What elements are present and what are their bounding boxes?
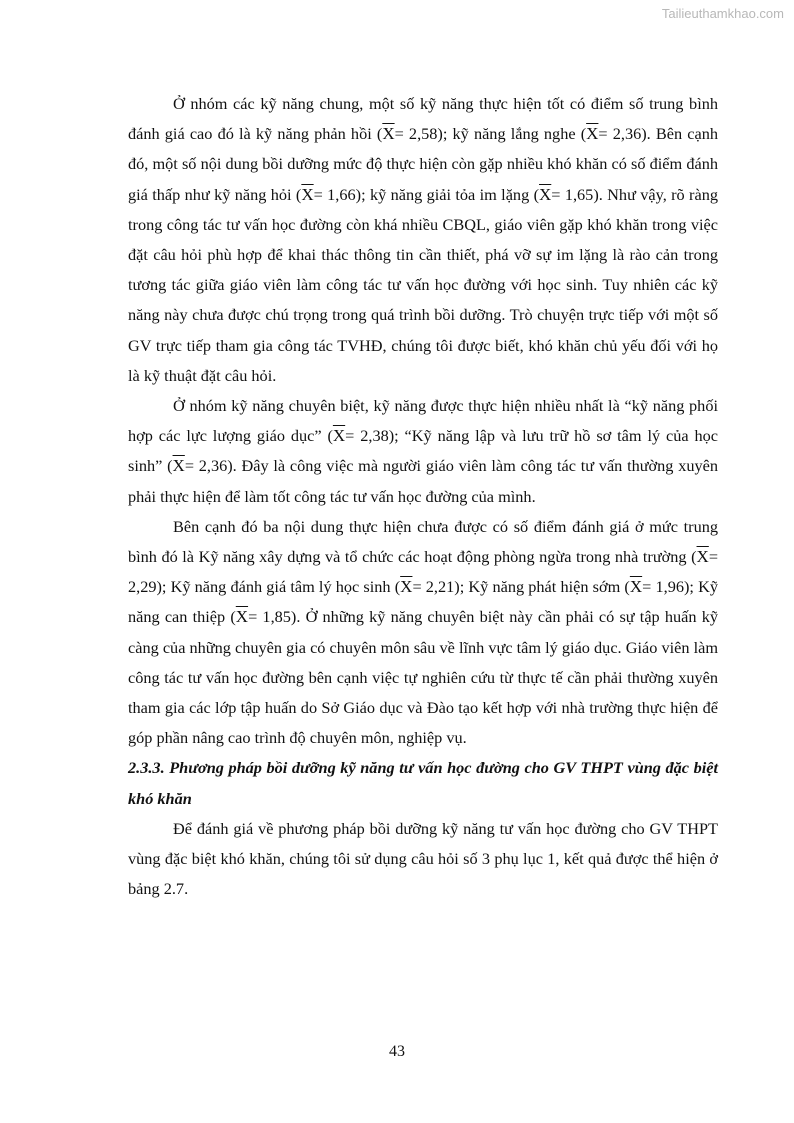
paragraph xyxy=(128,89,718,391)
text-run: = 2,36). Đây là công việc mà người giáo viên làm công tác tư vấn thường xuyên phải thực hiện để làm tốt công tác tư vấn học đường của mình. xyxy=(128,456,718,506)
mean-symbol: $\overline{X}$ xyxy=(332,426,346,446)
text-run: = 2,29); Kỹ năng đánh giá tâm lý học sinh ( xyxy=(128,547,718,597)
mean-symbol: $\overline{X}$ xyxy=(400,577,413,597)
paragraph xyxy=(128,391,718,512)
page-number: 43 xyxy=(389,1043,405,1060)
text-run: Ở nhóm kỹ năng chuyên biệt, kỹ năng được thực hiện nhiều nhất là “kỹ năng phối hợp các lực lượng giáo dục” ( xyxy=(128,396,718,446)
section-heading xyxy=(128,753,718,813)
mean-symbol: $\overline{X}$ xyxy=(301,184,314,204)
text-run: = 1,85). Ở những kỹ năng chuyên biệt này cần phải có sự tập huấn kỹ càng của những chuyên gia có chuyên môn sâu về lĩnh vực tâm lý giáo dục. Giáo viên làm công tác tư vấn học đường bên cạnh việc tự nghiên cứu từ thực tế cần phải thường xuyên tham gia các lớp tập huấn do Sở Giáo dục và Đào tạo kết hợp với nhà trường thực hiện để góp phần nâng cao trình độ chuyên môn, nghiệp vụ. xyxy=(128,607,718,748)
text-run: = 2,38); “Kỹ năng lập và lưu trữ hồ sơ tâm lý của học sinh” ( xyxy=(128,426,718,476)
document-body xyxy=(128,89,718,904)
mean-symbol: $\overline{X}$ xyxy=(629,577,643,597)
watermark: Tailieuthamkhao.com xyxy=(661,6,784,21)
paragraph xyxy=(128,512,718,754)
text-run: = 2,36). Bên cạnh đó, một số nội dung bồi dưỡng mức độ thực hiện còn gặp nhiều khó khăn có số điểm đánh giá thấp như kỹ năng hỏi ( xyxy=(128,124,718,204)
text-run: 2.3.3. Phương pháp bồi dưỡng kỹ năng tư vấn học đường cho GV THPT vùng đặc biệt khó khăn xyxy=(128,758,718,808)
text-run: = 2,58); kỹ năng lắng nghe ( xyxy=(394,124,587,144)
mean-symbol: $\overline{X}$ xyxy=(172,456,185,476)
paragraph xyxy=(128,814,718,905)
mean-symbol: $\overline{X}$ xyxy=(235,607,249,627)
text-run: = 1,65). Như vậy, rõ ràng trong công tác tư vấn học đường còn khá nhiều CBQL, giáo viên gặp khó khăn trong việc đặt câu hỏi phù hợp để khai thác thông tin cần thiết, phá vỡ sự im lặng là rào cản trong tương tác giữa giáo viên làm công tác tư vấn học đường với học sinh. Tuy nhiên các kỹ năng này chưa được chú trọng trong quá trình bồi dưỡng. Trò chuyện trực tiếp với một số GV trực tiếp tham gia công tác TVHĐ, chúng tôi được biết, khó khăn chủ yếu đối với họ là kỹ thuật đặt câu hỏi. xyxy=(128,184,718,385)
text-run: = 1,66); kỹ năng giải tỏa im lặng ( xyxy=(313,184,539,204)
text-run: = 1,96); Kỹ năng can thiệp ( xyxy=(128,577,718,627)
text-run: Để đánh giá về phương pháp bồi dưỡng kỹ năng tư vấn học đường cho GV THPT vùng đặc biệt khó khăn, chúng tôi sử dụng câu hỏi số 3 phụ lục 1, kết quả được thể hiện ở bảng 2.7. xyxy=(128,818,718,899)
mean-symbol: $\overline{X}$ xyxy=(586,124,599,144)
text-run: Bên cạnh đó ba nội dung thực hiện chưa được có số điểm đánh giá ở mức trung bình đó là Kỹ năng xây dựng và tổ chức các hoạt động phòng ngừa trong nhà trường ( xyxy=(128,516,718,567)
text-run: Ở nhóm các kỹ năng chung, một số kỹ năng thực hiện tốt có điểm số trung bình đánh giá cao đó là kỹ năng phản hồi ( xyxy=(128,94,718,144)
mean-symbol: $\overline{X}$ xyxy=(696,547,709,567)
text-run: = 2,21); Kỹ năng phát hiện sớm ( xyxy=(412,577,630,597)
mean-symbol: $\overline{X}$ xyxy=(382,124,395,144)
mean-symbol: $\overline{X}$ xyxy=(539,184,552,204)
